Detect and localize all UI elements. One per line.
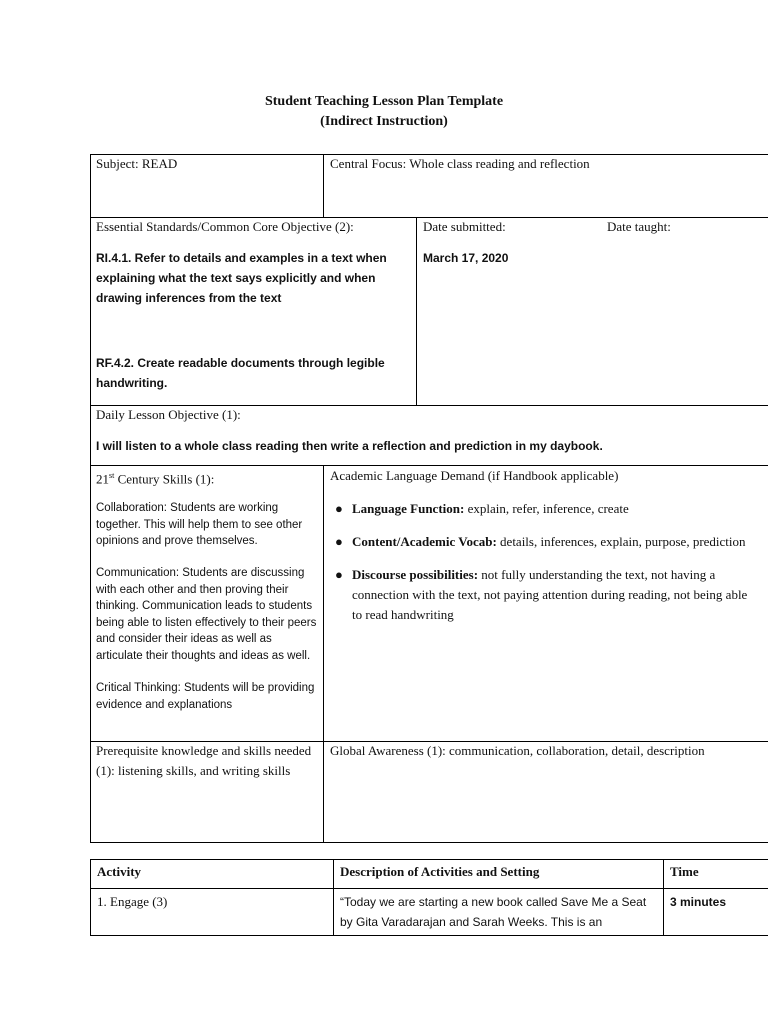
list-item: ● Discourse possibilities: not fully understanding the text, not having a connection with the text, not paying attention during reading, not being able to read handwriting — [335, 567, 748, 622]
col-divider — [323, 154, 324, 217]
century-skills-label: 21st Century Skills (1): — [96, 471, 215, 487]
ordinal-suffix: st — [109, 471, 115, 480]
col-divider — [416, 217, 417, 405]
date-submitted-label: Date submitted: — [423, 219, 506, 234]
bullet-icon: ● — [335, 534, 343, 549]
standard-rf42: RF.4.2. Create readable documents through legible handwriting. — [96, 356, 385, 390]
prerequisite-cell: Prerequisite knowledge and skills needed (1): listening skills, and writing skills — [96, 743, 312, 778]
daily-objective-label: Daily Lesson Objective (1): — [96, 407, 241, 422]
description-column-header: Description of Activities and Setting — [340, 864, 540, 879]
document-subtitle: (Indirect Instruction) — [320, 114, 448, 129]
subject-cell: Subject: READ — [96, 156, 178, 171]
col-divider — [663, 859, 664, 936]
standards-label: Essential Standards/Common Core Objective (2): — [96, 219, 354, 234]
central-focus-cell: Central Focus: Whole class reading and reflection — [330, 156, 590, 171]
skill-communication: Communication: Students are discussing with each other and then proving their thinking. Communication leads to students being able to listen effectively to their peers and consider their ideas as well as articulate their thoughts and ideas as well. — [96, 567, 317, 662]
skill-collaboration: Collaboration: Students are working together. This will help them to see other opinions and prove themselves. — [96, 502, 303, 547]
description-cell: “Today we are starting a new book called Save Me a Seat by Gita Varadarajan and Sarah Weeks. This is an — [340, 895, 647, 929]
time-column-header: Time — [670, 864, 699, 879]
activity-column-header: Activity — [97, 864, 142, 879]
date-submitted-value: March 17, 2020 — [423, 251, 509, 265]
col-divider — [323, 465, 324, 843]
col-divider — [333, 859, 334, 936]
skill-critical-thinking: Critical Thinking: Students will be providing evidence and explanations — [96, 682, 315, 711]
activity-cell: 1. Engage (3) — [97, 894, 168, 909]
list-item: ● Content/Academic Vocab: details, inferences, explain, purpose, prediction — [330, 532, 750, 552]
list-item: ● Language Function: explain, refer, inference, create — [330, 499, 750, 519]
daily-objective-text: I will listen to a whole class reading then write a reflection and prediction in my daybook. — [96, 439, 603, 453]
academic-language-label: Academic Language Demand (if Handbook applicable) — [330, 468, 619, 483]
document-title: Student Teaching Lesson Plan Template — [264, 94, 504, 109]
global-awareness-cell: Global Awareness (1): communication, collaboration, detail, description — [330, 743, 705, 758]
academic-language-list — [330, 499, 750, 638]
standard-ri41: RI.4.1. Refer to details and examples in a text when explaining what the text says explicitly and when drawing inferences from the text — [96, 251, 387, 305]
bullet-icon: ● — [335, 567, 343, 582]
date-taught-label: Date taught: — [607, 219, 671, 234]
time-cell: 3 minutes — [670, 895, 727, 909]
row-divider — [90, 888, 768, 889]
bullet-icon: ● — [335, 501, 343, 516]
